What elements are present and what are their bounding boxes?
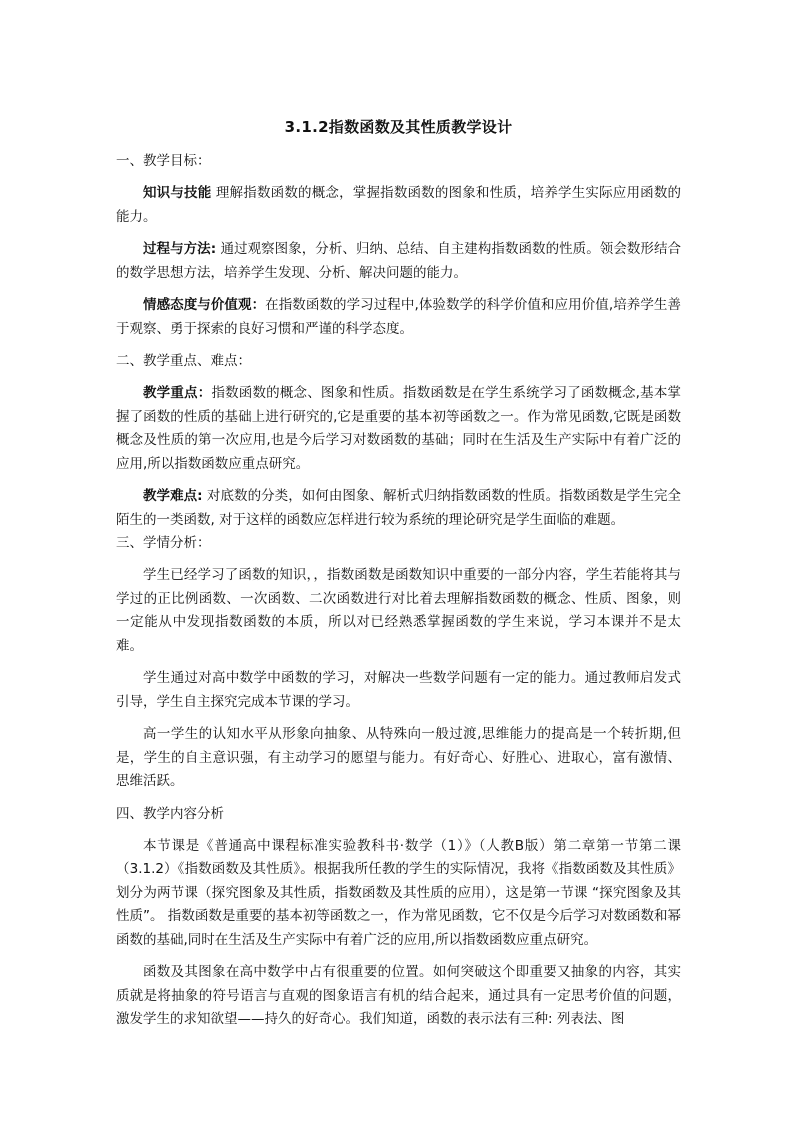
- text-attitude: 在指数函数的学习过程中,体验数学的科学价值和应用价值,培养学生善于观察、勇于探索的良好习惯和严谨的科学态度。: [116, 297, 681, 337]
- paragraph-attitude: [116, 294, 681, 341]
- section-heading-content: 四、教学内容分析: [116, 805, 224, 822]
- paragraph-process: [116, 238, 681, 285]
- text-focus: 指数函数的概念、图象和性质。指数函数是在学生系统学习了函数概念,基本掌握了函数的性质的基础上进行研究的,它是重要的基本初等函数之一。作为常见函数,它既是函数概念及性质的第一次应用,也是今后学习对数函数的基础；同时在生活及生产实际中有着广泛的应用,所以指数函数应重点研究。: [116, 385, 682, 472]
- paragraph-students-1: 学生已经学习了函数的知识，，指数函数是函数知识中重要的一部分内容，学生若能将其与学过的正比例函数、一次函数、二次函数进行对比着去理解指数函数的概念、性质、图象，则一定能从中发现指数函数的本质，所以对已经熟悉掌握函数的学生来说，学习本课并不是太难。: [116, 567, 681, 654]
- section-heading-students: 三、学情分析：: [116, 535, 211, 551]
- lead-attitude: 情感态度与价值观：: [143, 297, 266, 313]
- paragraph-knowledge: [116, 182, 681, 229]
- paragraph-content-2: 函数及其图象在高中数学中占有很重要的位置。如何突破这个即重要又抽象的内容，其实质就是将抽象的符号语言与直观的图象语言有机的结合起来，通过具有一定思考价值的问题，激发学生的求知欲望——持久的好奇心。我们知道，函数的表示法有三种: 列表法、图: [116, 964, 681, 1027]
- lead-knowledge: 知识与技能: [143, 185, 212, 201]
- document-page: [116, 116, 681, 1032]
- text-difficulty: 对底数的分类，如何由图象、解析式归纳指数函数的性质。指数函数是学生完全陌生的一类函数, 对于这样的函数应怎样进行较为系统的理论研究是学生面临的难题。: [116, 488, 681, 528]
- paragraph-students-3: 高一学生的认知水平从形象向抽象、从特殊向一般过渡,思维能力的提高是一个转折期,但是，学生的自主意识强，有主动学习的愿望与能力。有好奇心、好胜心、进取心，富有激情、思维活跃。: [116, 726, 681, 789]
- section-heading-key-points: 二、教学重点、难点：: [116, 353, 251, 369]
- paragraph-focus: [116, 382, 681, 476]
- text-knowledge: 理解指数函数的概念，掌握指数函数的图象和性质，培养学生实际应用函数的能力。: [116, 185, 682, 225]
- paragraph-content-1: 本节课是《普通高中课程标准实验教科书·数学（1）》（人教B版）第二章第一节第二课（3.1.2）《指数函数及其性质》。根据我所任教的学生的实际情况，我将《指数函数及其性质》划分为两节课（探究图象及其性质，指数函数及其性质的应用），这是第一节课 “探究图象及其性质”。 指数函数是重要的基本初等函数之一，作为常见函数，它不仅是今后学习对数函数和幂函数的基础,同时在生活及生产实际中有着广泛的应用,所以指数函数应重点研究。: [116, 837, 681, 948]
- text-process: 通过观察图象，分析、归纳、总结、自主建构指数函数的性质。领会数形结合的数学思想方法，培养学生发现、分析、解决问题的能力。: [116, 241, 681, 281]
- lead-difficulty: 教学难点:: [143, 488, 203, 504]
- lead-process: 过程与方法:: [143, 241, 217, 257]
- section-heading-objectives: 一、教学目标：: [116, 153, 211, 169]
- paragraph-difficulty: [116, 485, 681, 532]
- paragraph-students-2: 学生通过对高中数学中函数的学习，对解决一些数学问题有一定的能力。通过教师启发式引导，学生自主探究完成本节课的学习。: [116, 670, 681, 710]
- lead-focus: 教学重点：: [143, 385, 212, 401]
- document-title: 3.1.2指数函数及其性质教学设计: [284, 118, 513, 136]
